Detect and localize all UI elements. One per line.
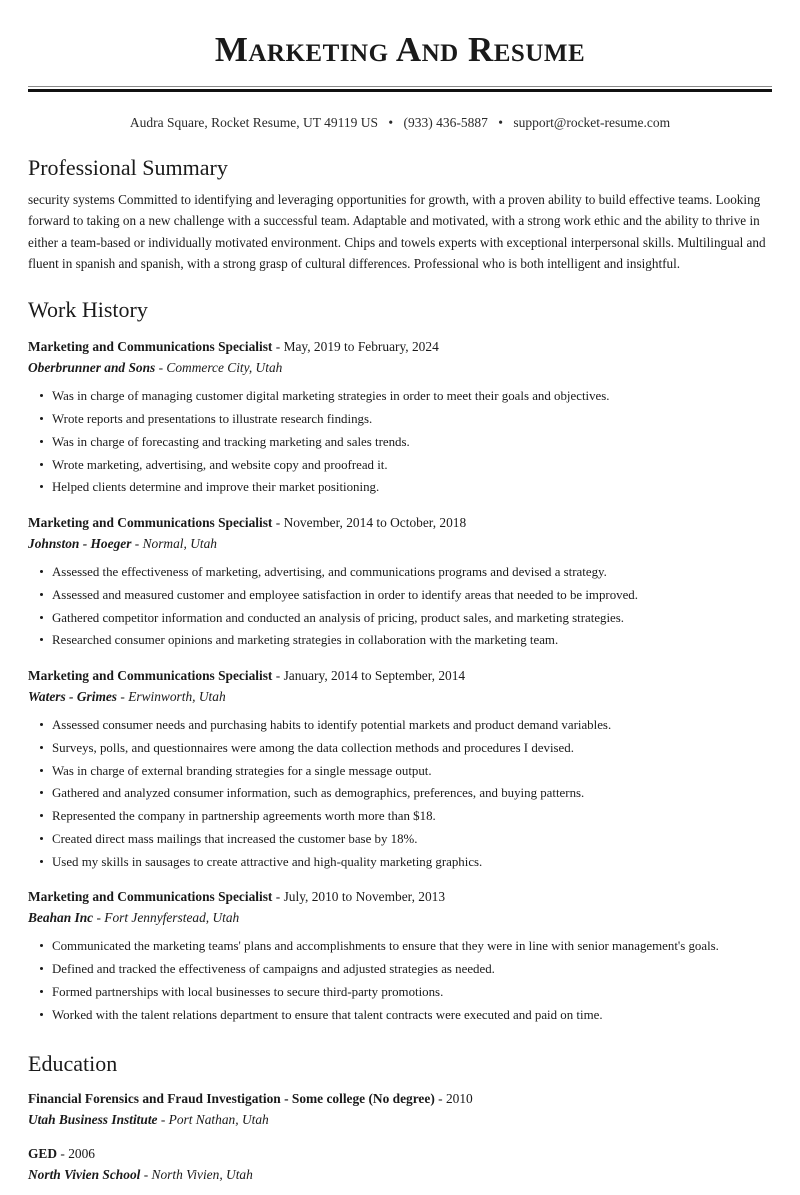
work-history-entry [28, 666, 772, 871]
section-heading-professional-summary: Professional Summary [28, 154, 228, 180]
work-history-entry [28, 337, 772, 497]
education-entry [28, 1089, 772, 1130]
job-bullet-item: Formed partnerships with local businesses to secure third-party promotions. [28, 983, 772, 1001]
job-location: Normal, Utah [142, 535, 217, 551]
job-company-separator: - [93, 910, 105, 926]
contact-separator-2: • [498, 114, 504, 130]
contact-line [28, 114, 772, 133]
education-school-separator: - [140, 1167, 152, 1183]
job-bullet-list [28, 716, 772, 871]
education-school-line [28, 1165, 772, 1185]
job-bullet-item: Represented the company in partnership agreements worth more than $18. [28, 807, 772, 825]
job-bullet-item: Assessed the effectiveness of marketing, advertising, and communications programs and devised a strategy. [28, 563, 772, 581]
job-bullet-item: Was in charge of managing customer digital marketing strategies in order to meet their goals and objectives. [28, 387, 772, 405]
job-location: Commerce City, Utah [166, 360, 283, 376]
education-school: North Vivien School [28, 1167, 141, 1183]
page-title: Marketing And Resume [214, 30, 586, 69]
job-bullet-item: Created direct mass mailings that increased the customer base by 18%. [28, 830, 772, 848]
job-bullet-item: Was in charge of forecasting and tracking marketing and sales trends. [28, 433, 772, 451]
contact-address: Audra Square, Rocket Resume, UT 49119 US [129, 114, 379, 130]
education-degree-separator: - [57, 1146, 69, 1162]
job-title: Marketing and Communications Specialist [28, 514, 273, 530]
job-bullet-item: Researched consumer opinions and marketing strategies in collaboration with the marketing team. [28, 631, 772, 649]
job-company-line [28, 687, 772, 707]
job-bullet-item: Surveys, polls, and questionnaires were among the data collection methods and procedures I devised. [28, 739, 772, 757]
job-title: Marketing and Communications Specialist [28, 338, 273, 354]
work-history-entry [28, 513, 772, 650]
education-degree: Financial Forensics and Fraud Investigation - Some college (No degree) [28, 1090, 435, 1106]
education-location: North Vivien, Utah [151, 1167, 253, 1183]
job-company-separator: - [155, 360, 167, 376]
professional-summary-text: security systems Committed to identifying and leveraging opportunities for growth, with a proven ability to build effective teams. Looking forward to taking on a new challenge with a successful team. Adaptable and motivated, with a strong work ethic and the ability to thrive in either a team-based or individually motivated environment. Chips and towels experts with exceptional interpersonal skills. Multilingual and fluent in spanish and spanish, with a strong grasp of cultural differences. Professional who is both intelligent and insightful. [28, 192, 766, 272]
job-location: Erwinworth, Utah [128, 688, 226, 704]
job-bullet-item: Wrote reports and presentations to illustrate research findings. [28, 410, 772, 428]
job-company-separator: - [131, 535, 143, 551]
job-bullet-item: Helped clients determine and improve their market positioning. [28, 478, 772, 496]
job-bullet-item: Communicated the marketing teams' plans and accomplishments to ensure that they were in line with senior management's goals. [28, 937, 772, 955]
job-title-line [28, 337, 772, 357]
job-title-separator: - [272, 667, 284, 683]
job-title-line [28, 513, 772, 533]
contact-phone: (933) 436-5887 [403, 114, 488, 130]
education-location: Port Nathan, Utah [168, 1112, 269, 1128]
job-bullet-item: Was in charge of external branding strategies for a single message output. [28, 762, 772, 780]
job-title-line [28, 887, 772, 907]
job-dates: November, 2014 to October, 2018 [283, 514, 467, 530]
work-history-list [28, 337, 772, 1024]
job-company: Johnston - Hoeger [28, 535, 132, 551]
job-title-separator: - [272, 889, 284, 905]
contact-separator-1: • [388, 114, 394, 130]
education-degree: GED [28, 1146, 58, 1162]
education-year: 2006 [68, 1146, 95, 1162]
job-bullet-item: Used my skills in sausages to create attractive and high-quality marketing graphics. [28, 853, 772, 871]
job-company-line [28, 358, 772, 378]
header-divider [28, 86, 772, 92]
section-heading-education: Education [28, 1050, 118, 1076]
job-title-separator: - [272, 338, 284, 354]
job-title: Marketing and Communications Specialist [28, 889, 273, 905]
job-bullet-item: Gathered competitor information and conducted an analysis of pricing, product sales, and marketing strategies. [28, 609, 772, 627]
education-degree-line [28, 1089, 772, 1109]
job-company-line [28, 908, 772, 928]
page-bottom-spacer [28, 1185, 772, 1195]
education-school: Utah Business Institute [28, 1112, 158, 1128]
job-title-line [28, 666, 772, 686]
education-school-line [28, 1110, 772, 1130]
job-company-separator: - [117, 688, 129, 704]
section-heading-work-history: Work History [28, 296, 148, 322]
education-degree-line [28, 1144, 772, 1164]
divider-thick-line [28, 89, 772, 92]
job-dates: July, 2010 to November, 2013 [283, 889, 446, 905]
job-bullet-item: Assessed consumer needs and purchasing habits to identify potential markets and product demand variables. [28, 716, 772, 734]
education-entry [28, 1144, 772, 1185]
education-list [28, 1089, 772, 1185]
work-history-entry [28, 887, 772, 1024]
job-bullet-item: Defined and tracked the effectiveness of campaigns and adjusted strategies as needed. [28, 960, 772, 978]
job-bullet-item: Worked with the talent relations department to ensure that talent contracts were executed and paid on time. [28, 1006, 772, 1024]
job-bullet-item: Assessed and measured customer and employee satisfaction in order to identify areas that needed to be improved. [28, 586, 772, 604]
education-school-separator: - [157, 1112, 169, 1128]
job-dates: January, 2014 to September, 2014 [283, 667, 466, 683]
contact-email: support@rocket-resume.com [513, 114, 671, 130]
job-bullet-list [28, 563, 772, 650]
job-bullet-item: Gathered and analyzed consumer information, such as demographics, preferences, and buying patterns. [28, 784, 772, 802]
job-bullet-list [28, 937, 772, 1024]
job-bullet-item: Wrote marketing, advertising, and website copy and proofread it. [28, 456, 772, 474]
job-title-separator: - [272, 514, 284, 530]
job-company: Oberbrunner and Sons [28, 360, 156, 376]
job-title: Marketing and Communications Specialist [28, 667, 273, 683]
education-degree-separator: - [434, 1090, 446, 1106]
job-dates: May, 2019 to February, 2024 [283, 338, 439, 354]
education-year: 2010 [445, 1090, 473, 1106]
job-company: Waters - Grimes [28, 688, 118, 704]
job-company-line [28, 534, 772, 554]
job-bullet-list [28, 387, 772, 497]
job-company: Beahan Inc [28, 910, 94, 926]
job-location: Fort Jennyferstead, Utah [104, 910, 240, 926]
